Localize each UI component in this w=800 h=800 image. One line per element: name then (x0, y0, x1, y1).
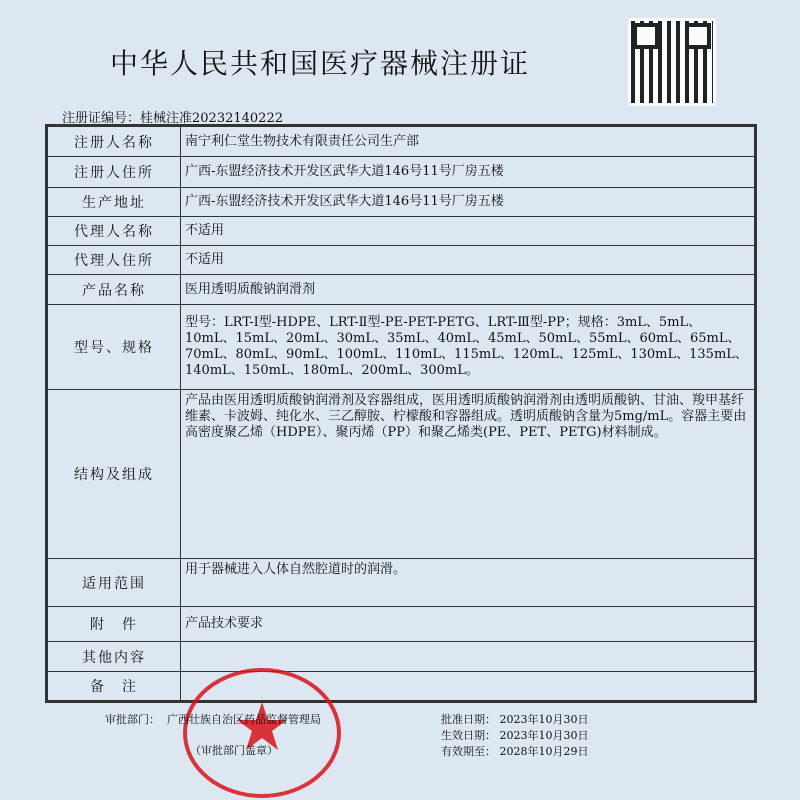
table-row (47, 157, 756, 188)
row-value: 医用透明质酸钠润滑剂 (181, 275, 756, 305)
table-row (47, 246, 756, 275)
row-label: 附 件 (47, 607, 181, 642)
row-value: 广西-东盟经济技术开发区武华大道146号11号厂房五楼 (181, 157, 756, 188)
row-value: 南宁利仁堂生物技术有限责任公司生产部 (181, 126, 756, 157)
row-value: 不适用 (181, 246, 756, 275)
effective-date: 生效日期： 2023年10月30日 (441, 729, 589, 742)
certificate-table (45, 124, 757, 703)
table-row (47, 390, 756, 559)
row-value: 广西-东盟经济技术开发区武华大道146号11号厂房五楼 (181, 188, 756, 217)
row-label: 生产地址 (47, 188, 181, 217)
certificate-title: 中华人民共和国医疗器械注册证 (110, 47, 531, 80)
approval-dept: 审批部门： 广西壮族自治区药品监督管理局 (105, 713, 321, 726)
row-label: 注册人名称 (47, 126, 181, 157)
table-row (47, 275, 756, 305)
row-value: 产品由医用透明质酸钠润滑剂及容器组成，医用透明质酸钠润滑剂由透明质酸钠、甘油、羧甲基纤维素、卡波姆、纯化水、三乙醇胺、柠檬酸和容器组成。透明质酸钠含量为5mg/mL。容器主要由高密度聚乙烯（HDPE）、聚丙烯（PP）和聚乙烯类(PE、PET、PETG)材料制成。 (181, 390, 756, 559)
official-seal (183, 668, 341, 798)
row-label: 代理人住所 (47, 246, 181, 275)
row-value: 产品技术要求 (181, 607, 756, 642)
table-row (47, 607, 756, 642)
table-row (47, 642, 756, 672)
qr-code (628, 18, 716, 106)
table-row (47, 672, 756, 702)
row-label: 型号、规格 (47, 305, 181, 390)
seal-note: （审批部门盖章） (190, 744, 278, 757)
row-value: 用于器械进入人体自然腔道时的润滑。 (181, 559, 756, 607)
approval-date: 批准日期： 2023年10月30日 (441, 713, 589, 726)
table-row (47, 305, 756, 390)
row-label: 注册人住所 (47, 157, 181, 188)
expiry-date: 有效期至： 2028年10月29日 (441, 745, 589, 758)
row-label: 产品名称 (47, 275, 181, 305)
row-value: 型号：LRT-Ⅰ型-HDPE、LRT-Ⅱ型-PE-PET-PETG、LRT-Ⅲ型-PP；规格：3mL、5mL、10mL、15mL、20mL、30mL、35mL、40mL、45mL、50mL、55mL、60mL、65mL、70mL、80mL、90mL、100mL、110mL、115mL、120mL、125mL、130mL、135mL、140mL、150mL、180mL、200mL、300mL。 (181, 305, 756, 390)
row-value: 不适用 (181, 217, 756, 246)
row-label: 结构及组成 (47, 390, 181, 559)
row-label: 适用范围 (47, 559, 181, 607)
row-label: 备 注 (47, 672, 181, 702)
row-value (181, 642, 756, 672)
table-row (47, 559, 756, 607)
table-row (47, 188, 756, 217)
row-label: 其他内容 (47, 642, 181, 672)
table-row (47, 126, 756, 157)
registration-number: 注册证编号：桂械注准20232140222 (62, 111, 283, 126)
table-row (47, 217, 756, 246)
row-label: 代理人名称 (47, 217, 181, 246)
